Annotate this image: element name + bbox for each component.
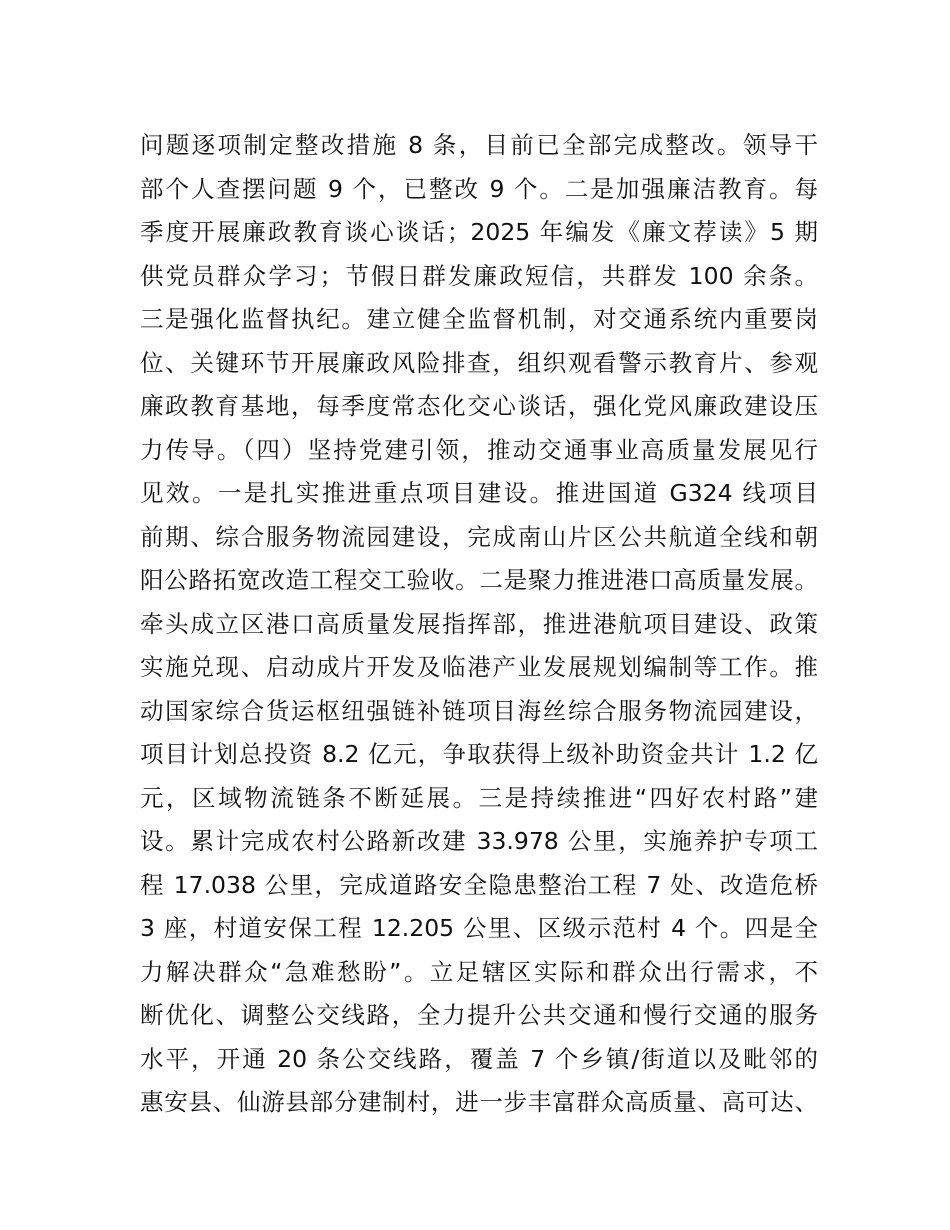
text-line: 水平，开通 20 条公交线路，覆盖 7 个乡镇/街道以及毗邻的 <box>140 1044 818 1073</box>
text-line: 力传导。（四）坚持党建引领，推动交通事业高质量发展见行 <box>140 435 818 464</box>
document-body <box>140 124 818 1125</box>
text-line: 季度开展廉政教育谈心谈话；2025 年编发《廉文荐读》5 期 <box>140 218 818 246</box>
text-line: 程 17.038 公里，完成道路安全隐患整治工程 7 处、改造危桥 <box>140 870 818 899</box>
text-line: 断优化、调整公交线路，全力提升公共交通和慢行交通的服务 <box>140 1001 818 1029</box>
text-line: 牵头成立区港口高质量发展指挥部，推进港航项目建设、政策 <box>140 609 818 638</box>
text-line: 问题逐项制定整改措施 8 条，目前已全部完成整改。领导干 <box>140 131 818 159</box>
text-line: 位、关键环节开展廉政风险排查，组织观看警示教育片、参观 <box>140 348 818 377</box>
text-line: 元，区域物流链条不断延展。三是持续推进“四好农村路”建 <box>140 783 818 812</box>
text-line: 三是强化监督执纪。建立健全监督机制，对交通系统内重要岗 <box>140 305 818 333</box>
text-line: 实施兑现、启动成片开发及临港产业发展规划编制等工作。推 <box>140 653 818 681</box>
text-line: 见效。一是扎实推进重点项目建设。推进国道 G324 线项目 <box>140 479 818 507</box>
text-line: 力解决群众“急难愁盼”。立足辖区实际和群众出行需求，不 <box>140 957 818 986</box>
text-line: 惠安县、仙游县部分建制村，进一步丰富群众高质量、高可达、 <box>140 1088 818 1116</box>
text-line: 供党员群众学习；节假日群发廉政短信，共群发 100 余条。 <box>140 261 818 290</box>
text-line: 3 座，村道安保工程 12.205 公里、区级示范村 4 个。四是全 <box>140 914 818 942</box>
text-line: 项目计划总投资 8.2 亿元，争取获得上级补助资金共计 1.2 亿 <box>140 740 818 768</box>
text-line: 设。累计完成农村公路新改建 33.978 公里，实施养护专项工 <box>140 827 818 855</box>
text-line: 廉政教育基地，每季度常态化交心谈话，强化党风廉政建设压 <box>140 392 818 420</box>
text-line: 阳公路拓宽改造工程交工验收。二是聚力推进港口高质量发展。 <box>140 566 818 594</box>
text-line: 前期、综合服务物流园建设，完成南山片区公共航道全线和朝 <box>140 522 818 551</box>
text-line: 部个人查摆问题 9 个，已整改 9 个。二是加强廉洁教育。每 <box>140 174 818 203</box>
text-line: 动国家综合货运枢纽强链补链项目海丝综合服务物流园建设， <box>140 696 818 725</box>
